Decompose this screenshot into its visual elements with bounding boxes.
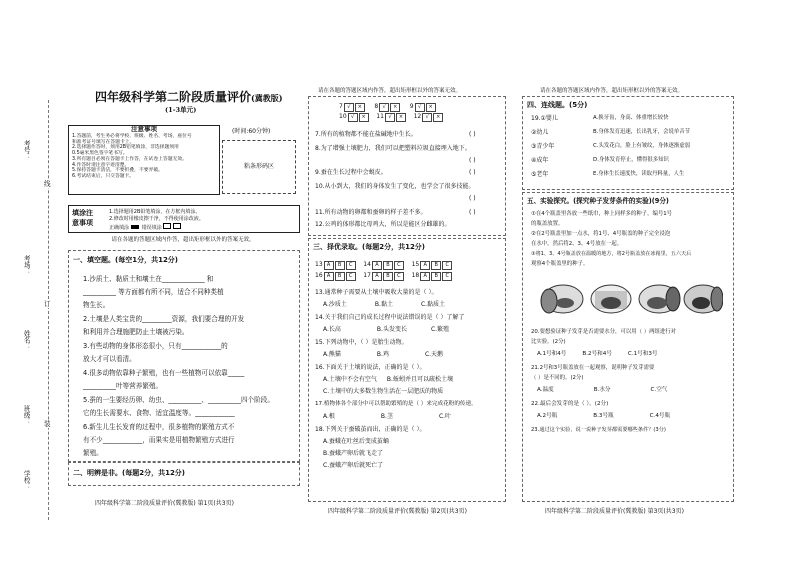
q1-text-2: __________ 等方面都有所不同，适合不同种类植 <box>83 288 224 296</box>
q4-text: 4.很多动物依靠种子繁殖，也有一些植物可以依靠_____ <box>83 369 245 377</box>
notice-line: 1.答题前，考生务必将学校、班级、姓名、考场、座位号 <box>72 133 192 139</box>
exp-line: ③将1、3、4号瓶盖放在温暖的地方，将2号瓶盖放在冰箱里，五六天后 <box>531 251 692 257</box>
fill-label-2: 意事项 <box>72 219 93 227</box>
tf-row: 7 √ × 8 √ × 9 √ × <box>339 103 479 113</box>
q17-options: A.根 B.茎 C.叶 <box>323 413 452 420</box>
seal-char-order: 订 <box>44 300 51 308</box>
match-right-d: D.身体发育停止，懂得很多知识 <box>593 157 669 163</box>
q9-text: 9.蚕在生长过程中会蜕皮。 <box>315 169 387 176</box>
notice-box <box>68 125 220 195</box>
fill-label: 填涂注 <box>72 209 93 217</box>
q5-text: 5.蚕的一生要经历卵、幼虫、__________、__________四个阶段。 <box>83 396 274 404</box>
mc-opt-c[interactable]: C <box>442 272 452 281</box>
notice-line: 3.所有题目必须在答题卡上作答，在试卷上答题无效。 <box>72 156 187 162</box>
match-left-1: 19.①婴儿 <box>531 115 558 122</box>
sec2-panel <box>68 462 300 486</box>
label-school: 学校： <box>22 470 31 490</box>
barcode-label: 粘条形码区 <box>243 163 274 170</box>
match-left-3: ③青少年 <box>531 143 555 150</box>
q15-options: A.熊猫 B.鸡 C.天鹅 <box>323 351 444 358</box>
page3-footer: 四年级科学第二阶段质量评价(冀教版) 第3页(共3页) <box>545 508 684 515</box>
tf-box-false[interactable]: × <box>355 103 365 112</box>
tf-box-true[interactable]: √ <box>422 113 432 122</box>
page3-notice: 请在各题的答题区域内作答，超出矩形框以外的答案无效。 <box>540 88 684 94</box>
tf-box-true[interactable]: √ <box>379 103 389 112</box>
mc-opt-b[interactable]: B <box>383 261 393 270</box>
tf-box-false[interactable]: × <box>359 113 369 122</box>
seal-char-bind: 装 <box>44 420 51 428</box>
barcode-area <box>222 140 296 194</box>
q13-options: A.沙质土 B.黏土 C.黏质土 <box>323 301 446 308</box>
seal-line <box>48 100 49 520</box>
q18-option-a: A.蚕蛾在吐丝后变成茧蛹 <box>323 438 389 445</box>
tf-box-false[interactable]: × <box>433 113 443 122</box>
exp-line: ②在2号瓶盖里加一点水，将1号、4号瓶盖的种子完全浸泡 <box>531 231 671 237</box>
tf-box-true[interactable]: √ <box>348 113 358 122</box>
tf-box-false[interactable]: × <box>396 113 406 122</box>
jar-2 <box>591 285 631 313</box>
notice-line: 4.作答时请注意字迹清楚。 <box>72 162 130 168</box>
q3-text-2: 放大才可以看清。 <box>83 355 136 363</box>
q10-text: 10.从小到大，我们的身体发生了变化，也学会了很多技能。 <box>315 183 475 190</box>
fill-example: 正确填涂 错误填涂 <box>109 223 181 231</box>
q1-text: 1.沙质土、黏质土和壤土在_____________ 和 <box>83 275 214 283</box>
q17-text: 17.植物体各个部分中可以帮助繁殖的是（ ）来完成花粉的传递。 <box>315 401 477 407</box>
q21-options: A.温度 B.水分 C.空气 <box>537 387 668 393</box>
mc-opt-c[interactable]: C <box>394 261 404 270</box>
exam-time: (时间:60分钟) <box>232 128 271 135</box>
notice-line: 5.保持答题卡清洁，不要折叠，不要弄破。 <box>72 168 163 174</box>
q8-text: 8.为了增强土壤肥力，我们可以把塑料垃圾直接埋入地下。 <box>315 145 471 152</box>
tf-box-true[interactable]: √ <box>344 103 354 112</box>
mc-opt-a[interactable]: A <box>324 272 334 281</box>
q4-text-2: __________叶等营养繁殖。 <box>83 382 163 390</box>
exp-line: 观察4个瓶盖里的种子。 <box>531 261 589 267</box>
jars-illustration <box>533 277 723 321</box>
sec1-title: 一、填空题。(每空1分，共12分) <box>73 256 179 264</box>
q22-options: A.2号瓶 B.3号瓶 C.4号瓶 <box>537 413 671 419</box>
mc-answer-grid <box>315 261 452 283</box>
q18-option-c: C.蚕蛾产卵后就死亡了 <box>323 462 384 469</box>
page2-footer: 四年级科学第二阶段质量评价(冀教版) 第2页(共3页) <box>328 508 467 515</box>
tf-box-false[interactable]: × <box>426 103 436 112</box>
notice-line: 2.选择题作答时，须用2B铅笔填涂，非选择题须用 <box>72 145 179 151</box>
q5-text-2: 它的生长需要水、食物、适宜温度等。____________ <box>83 409 235 417</box>
notice-line: 和准考证号填写在答题卡上。 <box>72 139 135 145</box>
q15-text: 15.下列动物中，（ ）是胎生动物。 <box>315 339 408 346</box>
tf-row: 10 √ × 11 √ × 12 √ × <box>339 113 479 123</box>
q20-options: A.1号和4号 B.2号和4号 C.1号和3号 <box>537 351 658 357</box>
mc-opt-a[interactable]: A <box>420 261 430 270</box>
mc-opt-c[interactable]: C <box>394 272 404 281</box>
mc-opt-b[interactable]: B <box>383 272 393 281</box>
q6-text-3: 繁殖。 <box>83 449 103 457</box>
sec2-answers-panel <box>308 96 506 236</box>
match-left-5: ⑤老年 <box>531 171 549 178</box>
fill-instructions <box>68 205 300 233</box>
label-class: 班级： <box>22 405 31 425</box>
match-left-2: ②幼儿 <box>531 129 549 136</box>
mc-opt-b[interactable]: B <box>335 261 345 270</box>
q6-text: 6.新生儿生长发育的过程中，很多植物的繁殖方式不 <box>83 423 235 431</box>
jar-4 <box>684 285 723 313</box>
q10-paren: ( ) <box>469 195 476 202</box>
q14-text: 14.关于我们自己的成长过程中说法错误的是（ ）了解了 <box>315 314 465 321</box>
sec3-panel <box>308 238 506 502</box>
tf-box-false[interactable]: × <box>390 103 400 112</box>
page2-notice: 请在各题的答题区域内作答，超出矩形框以外的答案无效。 <box>318 88 462 94</box>
mc-opt-c[interactable]: C <box>346 272 356 281</box>
q20-text-2: 比实验。(2分) <box>531 339 566 345</box>
units-label: (1-3单元) <box>165 106 197 114</box>
notice-title: 注意事项 <box>131 125 157 133</box>
q20-text: 20.要想验证种子发芽是否需要水分，可以用（ ）两组进行对 <box>531 329 677 335</box>
q7-text: 7.所有的植物都不能在盐碱地中生长。 <box>315 131 417 138</box>
mc-opt-c[interactable]: C <box>442 261 452 270</box>
match-left-4: ④成年 <box>531 157 549 164</box>
mc-opt-a[interactable]: A <box>324 261 334 270</box>
jar-1 <box>541 285 583 313</box>
q8-paren: ( ) <box>469 157 476 164</box>
label-name: 姓名： <box>22 330 31 350</box>
q18-text: 18.下列关于蚕破茧而出，正确的是（ ）。 <box>315 426 426 433</box>
exp-line: ①在4个瓶盖里各放一些纸巾，种上同样多的种子，编号1号 <box>531 211 673 217</box>
q12-text: 12.公鸡的体形都比母鸡大，所以是能区分雌雄的。 <box>315 221 451 228</box>
exam-title: 四年级科学第二阶段质量评价(冀教版) <box>95 90 283 104</box>
fill-rule-1: 1.选择题用2B铅笔填涂，在方框内填涂。 <box>109 209 201 215</box>
exp-line: 在水中，然后将2、3、4号放在一起。 <box>531 241 623 247</box>
q3-text: 3.有些动物的身体形态很小，只有____________的 <box>83 342 228 350</box>
sec4-title: 四、连线题。(5分) <box>527 101 588 109</box>
q2-text: 2.土壤是人类宝贵的_________资源，我们要合理的开发 <box>83 315 245 323</box>
q6-text-2: 有不少____________，而果实是用植物繁殖方式进行 <box>83 436 235 444</box>
mc-opt-c[interactable]: C <box>346 261 356 270</box>
q14-options: A.长高 B.头发变长 C.繁殖 <box>323 326 450 333</box>
label-exam-room: 考场： <box>22 255 31 275</box>
q21-text-2: （ ）是不同的。(2分) <box>531 375 584 381</box>
notice-line: 6.考试结束后，只交答题卡。 <box>72 174 135 180</box>
mc-opt-b[interactable]: B <box>431 272 441 281</box>
page1-footer: 四年级科学第二阶段质量评价(冀教版) 第1页(共3页) <box>95 500 234 507</box>
sec3-title: 三、择优录取。(每题2分，共12分) <box>313 243 426 251</box>
q21-text: 21.2号和3号瓶盖放在一起观察，说明种子发芽需要 <box>531 365 655 371</box>
mc-row: 13 A B C 14 A B C 15 A B C <box>315 261 452 272</box>
q16-text: 16.下面关于土壤的说法，正确的是（ ）。 <box>315 364 426 371</box>
tf-box-true[interactable]: √ <box>385 113 395 122</box>
mc-opt-a[interactable]: A <box>372 272 382 281</box>
sec4-panel <box>522 96 734 190</box>
mc-opt-a[interactable]: A <box>420 272 430 281</box>
mc-opt-b[interactable]: B <box>335 272 345 281</box>
tf-answer-grid <box>339 103 479 123</box>
q11-text: 11.所有动物的卵都和蚕卵的样子差不多。 <box>315 209 427 216</box>
q1-text-3: 物生长。 <box>83 301 110 309</box>
q2-text-2: 和利用并合理施肥防止土壤被污染。 <box>83 328 189 336</box>
q16-options: A.土壤中不会有空气 B.蚯蚓并且可以疏松土壤 <box>323 376 453 383</box>
sec1-panel <box>68 250 300 462</box>
mc-opt-a[interactable]: A <box>372 261 382 270</box>
sec2-title: 二、明辨是非。(每题2分，共12分) <box>73 469 186 477</box>
jar-3 <box>639 285 680 313</box>
fill-rule-2: 2.修改时用橡皮擦干净，不得使用涂改液。 <box>109 216 204 222</box>
notice-line: 0.5毫米黑色签字笔书写。 <box>72 151 128 157</box>
match-right-e: E.身体生长速度快，读取丹料量，人生 <box>593 171 685 177</box>
match-right-a: A.换牙齿，身高、体重增长较快 <box>593 115 669 121</box>
q16-option-c: C.土壤中的大多数生物生活在一层肥沃的物质 <box>323 388 444 395</box>
q11-paren: ( ) <box>469 209 476 216</box>
match-right-c: C.头发花白，脸上有皱纹，身体逐渐虚弱 <box>593 143 691 149</box>
sec5-panel <box>522 192 734 502</box>
sec5-title: 五、实验探究。(探究种子发芽条件的实验)(9分) <box>527 197 669 205</box>
q18-option-b: B.蚕蛾产卵后就飞走了 <box>323 450 384 457</box>
q9-paren: ( ) <box>469 169 476 176</box>
q13-text: 13.通常种子需要从土壤中吸收大量的是（ ）。 <box>315 289 438 296</box>
q7-paren: ( ) <box>469 131 476 138</box>
exp-line: 的瓶盖放置。 <box>531 221 564 227</box>
label-exam-number: 考号： <box>22 140 31 160</box>
mc-row: 16 A B C 17 A B C 18 A B C <box>315 272 452 283</box>
q22-text: 22.最后会发芽的是（ ）。(2分) <box>531 401 609 407</box>
match-right-b: B.身体发育迅速，长出乳牙，会说单音节 <box>593 129 691 135</box>
section-notice: 请在各题的答题区域内作答，超出矩形框以外的答案无效。 <box>111 237 255 243</box>
seal-char-line: 线 <box>44 180 51 188</box>
experiment-illustration <box>533 277 723 321</box>
q23-text: 23.通过这个实验，说一说种子发芽都需要哪些条件？(3分) <box>531 427 666 433</box>
tf-box-true[interactable]: √ <box>415 103 425 112</box>
mc-opt-b[interactable]: B <box>431 261 441 270</box>
